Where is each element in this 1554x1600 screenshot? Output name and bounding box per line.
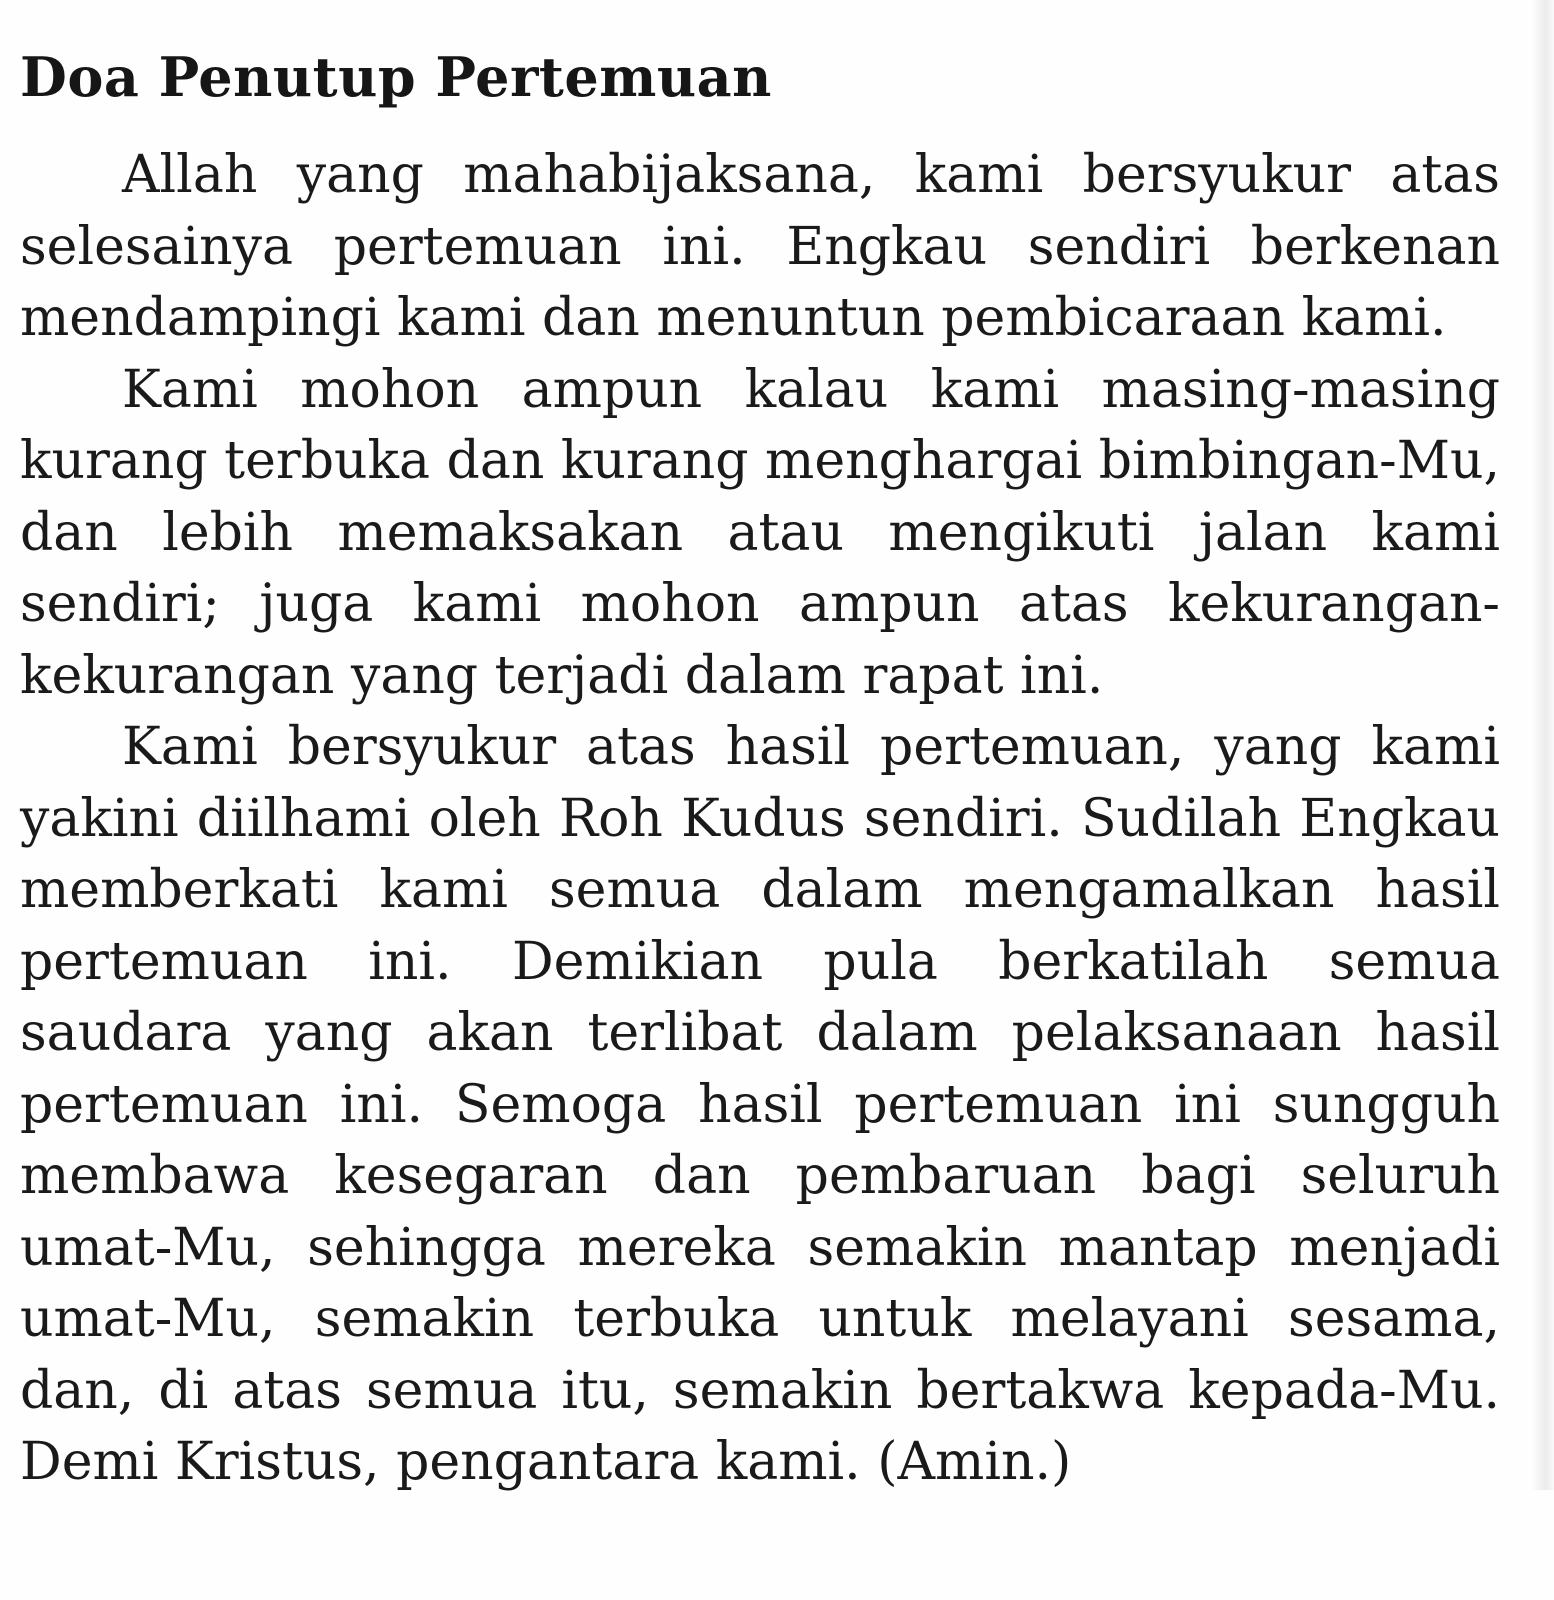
prayer-title: Doa Penutup Pertemuan <box>20 45 772 109</box>
prayer-body <box>20 140 1500 1499</box>
paragraph-thanksgiving: Allah yang mahabijaksana, kami bersyukur atas selesainya pertemuan ini. Engkau sendiri berkenan mendampingi kami dan menuntun pembicaraan kami. <box>20 145 1500 348</box>
paragraph-blessing: Kami bersyukur atas hasil pertemuan, yang kami yakini diilhami oleh Roh Kudus sendiri. Sudilah Engkau memberkati kami semua dalam mengamalkan hasil pertemuan ini. Demikian pula berkatilah semua saudara yang akan terlibat dalam pelaksanaan hasil pertemuan ini. Semoga hasil pertemuan ini sungguh membawa kesegaran dan pembaruan bagi seluruh umat-Mu, sehingga mereka semakin mantap menjadi umat-Mu, semakin terbuka untuk melayani sesama, dan, di atas semua itu, semakin bertakwa kepada-Mu. Demi Kristus, pengantara kami. (Amin.) <box>20 717 1500 1492</box>
page-edge-shadow <box>1532 0 1554 1490</box>
paragraph-forgiveness: Kami mohon ampun kalau kami masing-masing kurang terbuka dan kurang menghargai bimbingan-Mu, dan lebih memaksakan atau mengikuti jalan kami sendiri; juga kami mohon ampun atas kekurangan-kekurangan yang terjadi dalam rapat ini. <box>20 359 1500 706</box>
